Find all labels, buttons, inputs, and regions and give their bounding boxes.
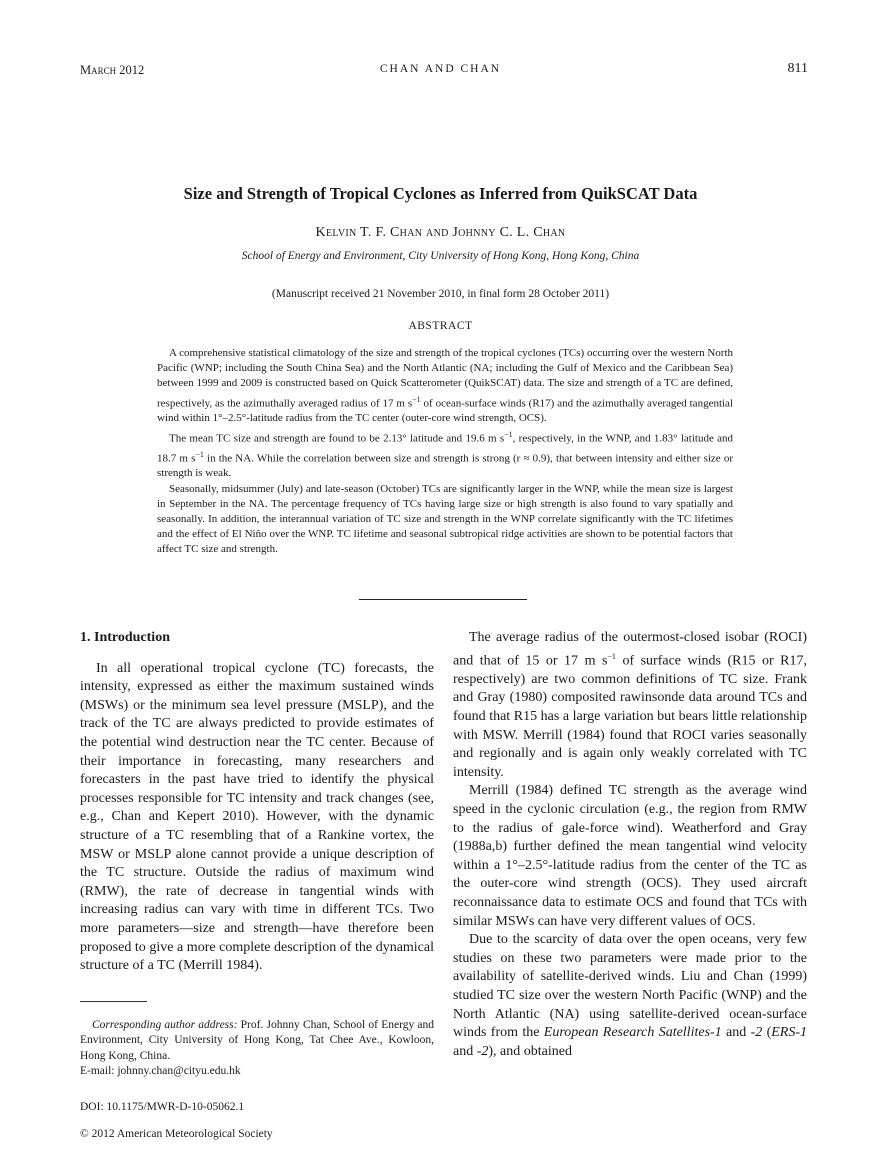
running-header-authors: CHAN AND CHAN	[379, 63, 502, 75]
abstract-paragraph: The mean TC size and strength are found to be 2.13° latitude and 19.6 m $s^{-1}$, respectively, in the WNP, and 1.83° latitude and 18.7 m $s^{-1}$ in the NA. While the correlation between size and strength is strong (r ≈ 0.9), that between intensity and either size or strength is weak.	[157, 429, 733, 480]
body-paragraph: The average radius of the outermost-closed isobar (ROCI) and that of 15 or 17 m $s^{-1}$ of surface winds (R15 or R17, respectively) are two common definitions of TC size. Frank and Gray (1980) composited rawinsonde data around TCs and found that R15 has a large variation but bears little relationship with MSW. Merrill (1984) found that ROCI varies seasonally and regionally and is again only weakly correlated with TC intensity.	[453, 630, 807, 780]
section-heading: 1. Introduction	[80, 630, 170, 645]
abstract-body	[157, 346, 733, 558]
corresponding-author-footnote: Corresponding author address: Prof. Johnny Chan, School of Energy and Environment, City University of Hong Kong, Tat Chee Ave., Kowloon, Hong Kong, China. E-mail: johnny.chan@cityu.edu.hk	[80, 1018, 434, 1080]
manuscript-dates: (Manuscript received 21 November 2010, in final form 28 October 2011)	[271, 288, 610, 300]
paper-title: Size and Strength of Tropical Cyclones as Inferred from QuikSCAT Data	[183, 184, 698, 203]
left-column	[80, 629, 434, 976]
footnote-rule	[80, 1001, 147, 1002]
page-number: 811	[787, 61, 808, 76]
affiliation: School of Energy and Environment, City University of Hong Kong, Hong Kong, China	[241, 250, 640, 262]
abstract-paragraph: Seasonally, midsummer (July) and late-season (October) TCs are significantly larger in the WNP, while the mean size is largest in September in the NA. The percentage frequency of TCs having large size or high strength is also found to vary spatially and seasonally. In addition, the interannual variation of TC size and strength in the WNP correlate significantly with the TC lifetimes and the effect of El Niño over the WNP. TC lifetime and seasonal subtropical ridge activities are shown to be potential factors that affect TC size and strength.	[157, 482, 733, 556]
copyright: © 2012 American Meteorological Society	[80, 1128, 273, 1140]
abstract-paragraph: A comprehensive statistical climatology of the size and strength of the tropical cyclones (TCs) occurring over the western North Pacific (WNP; including the South China Sea) and the North Atlantic (NA; including the Gulf of Mexico and the Caribbean Sea) between 1999 and 2009 is constructed based on Quick Scatterometer (QuikSCAT) data. The size and strength of a TC are defined, respectively, as the azimuthally averaged radius of 17 m $s^{-1}$ of ocean-surface winds (R17) and the azimuthally averaged tangential wind within 1°–2.5°-latitude radius from the TC center (outer-core wind strength, OCS).	[157, 347, 733, 425]
running-header-date: March 2012	[80, 63, 145, 77]
doi[interactable]: DOI: 10.1175/MWR-D-10-05062.1	[80, 1101, 245, 1113]
right-column	[453, 629, 807, 1061]
abstract-heading: ABSTRACT	[408, 320, 473, 332]
author-list: Kelvin T. F. Chan and Johnny C. L. Chan	[315, 225, 566, 240]
body-paragraph: Due to the scarcity of data over the open oceans, very few studies on these two parameters were made prior to the availability of satellite-derived winds. Liu and Chan (1999) studied TC size over the western North Pacific (WNP) and the North Atlantic (NA) using satellite-derived ocean-surface winds from the European Research Satellites-1 and -2 (ERS-1 and -2), and obtained	[453, 932, 807, 1059]
body-paragraph: Merrill (1984) defined TC strength as the average wind speed in the cyclonic circulation (e.g., the region from RMW to the radius of gale-force wind). Weatherford and Gray (1988a,b) further defined the mean tangential wind velocity within a 1°–2.5°-latitude radius from the center of the TC as the outer-core wind strength (OCS). They used aircraft reconnaissance data to estimate OCS and found that TCs with similar MSWs can have very different values of OCS.	[453, 783, 807, 929]
author-email[interactable]: E-mail: johnny.chan@cityu.edu.hk	[80, 1065, 241, 1078]
body-paragraph: In all operational tropical cyclone (TC) forecasts, the intensity, expressed as either the maximum sustained winds (MSWs) or the minimum sea level pressure (MSLP), and the track of the TC are always predicted to provide estimates of the potential wind destruction near the TC center. Because of their importance in forecasting, many researchers and forecasters in the past have tried to identify the physical processes responsible for TC intensity and track changes (see, e.g., Chan and Kepert 2010). However, with the dynamic structure of a TC resembling that of a Rankine vortex, the MSW or MSLP alone cannot provide a unique description of the TC structure. Outside the radius of maximum wind (RMW), the rate of decrease in tangential winds with increasing radius can vary with time in different TCs. Two more parameters—size and strength—have therefore been proposed to give a more complete description of the dynamical structure of a TC (Merrill 1984).	[80, 660, 434, 974]
section-divider	[359, 599, 527, 600]
